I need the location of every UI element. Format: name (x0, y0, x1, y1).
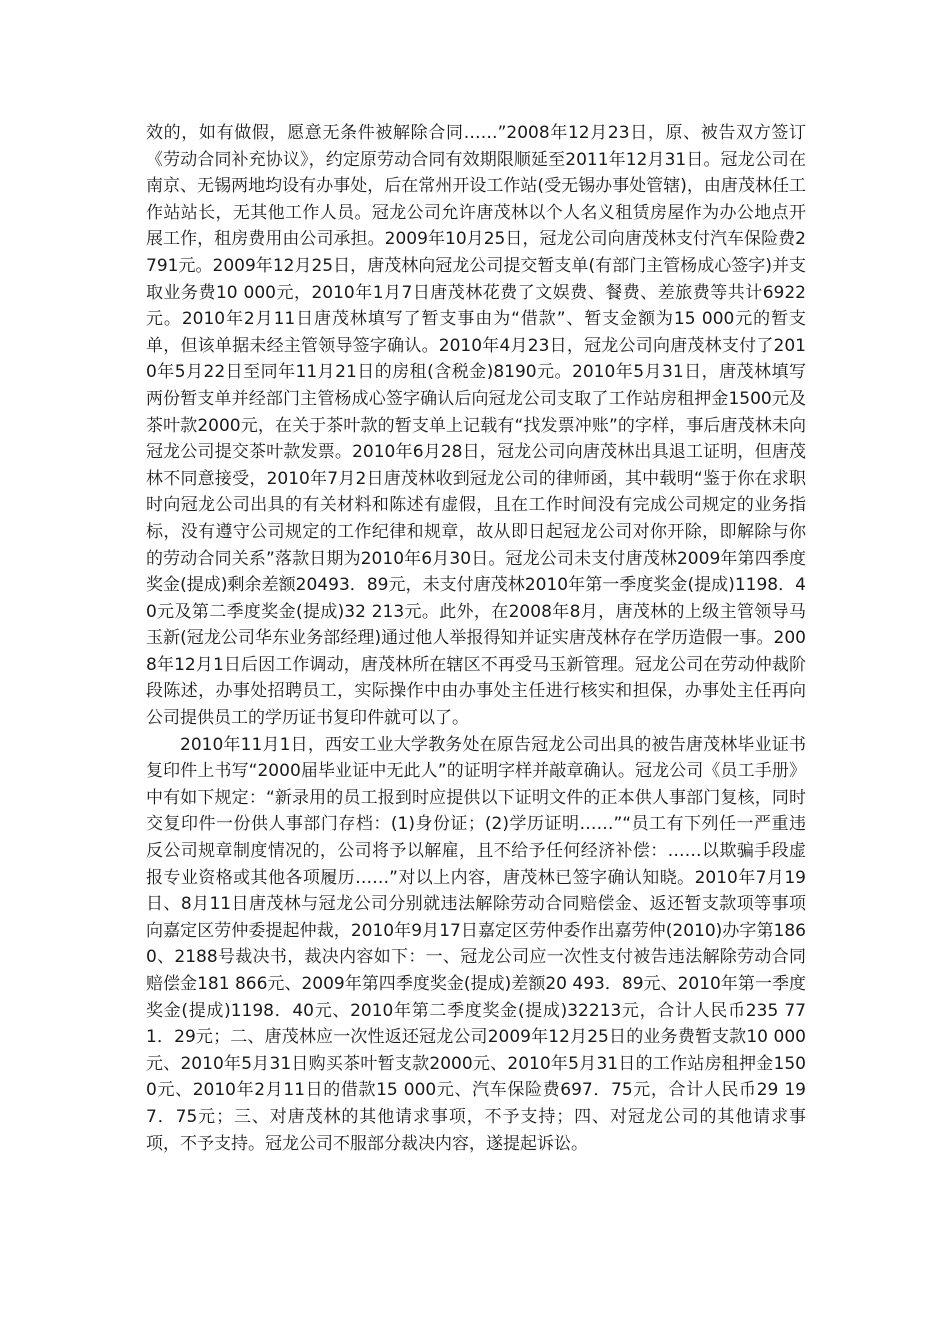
paragraph-2: 2010年11月1日，西安工业大学教务处在原告冠龙公司出具的被告唐茂林毕业证书复印件上书写“2000届毕业证中无此人”的证明字样并敲章确认。冠龙公司《员工手册》中有如下规定：“新录用的员工报到时应提供以下证明文件的正本供人事部门复核，同时交复印件一份供人事部门存档：(1)身份证；(2)学历证明……”“员工有下列任一严重违反公司规章制度情况的，公司将予以解雇，且不给予任何经济补偿：……以欺骗手段虚报专业资格或其他各项履历……”对以上内容，唐茂林已签字确认知晓。2010年7月19日、8月11日唐茂林与冠龙公司分别就违法解除劳动合同赔偿金、返还暂支款项等事项向嘉定区劳仲委提起仲裁，2010年9月17日嘉定区劳仲委作出嘉劳仲(2010)办字第1860、2188号裁决书，裁决内容如下：一、冠龙公司应一次性支付被告违法解除劳动合同赔偿金181 866元、2009年第四季度奖金(提成)差额20 493．89元、2010年第一季度奖金(提成)1198．40元、2010年第二季度奖金(提成)32213元，合计人民币235 771．29元；二、唐茂林应一次性返还冠龙公司2009年12月25日的业务费暂支款10 000元、2010年5月31日购买茶叶暂支款2000元、2010年5月31日的工作站房租押金1500元、2010年2月11日的借款15 000元、汽车保险费697．75元，合计人民币29 197．75元；三、对唐茂林的其他请求事项，不予支持；四、对冠龙公司的其他请求事项，不予支持。冠龙公司不服部分裁决内容，遂提起诉讼。 (146, 734, 806, 1154)
document-body (146, 120, 806, 1157)
paragraph-1: 效的，如有做假，愿意无条件被解除合同……”2008年12月23日，原、被告双方签订《劳动合同补充协议》，约定原劳动合同有效期限顺延至2011年12月31日。冠龙公司在南京、无锡两地均设有办事处，后在常州开设工作站(受无锡办事处管辖)，由唐茂林任工作站站长，无其他工作人员。冠龙公司允许唐茂林以个人名义租赁房屋作为办公地点开展工作，租房费用由公司承担。2009年10月25日，冠龙公司向唐茂林支付汽车保险费2791元。2009年12月25日，唐茂林向冠龙公司提交暂支单(有部门主管杨成心签字)并支取业务费10 000元，2010年1月7日唐茂林花费了文娱费、餐费、差旅费等共计6922元。2010年2月11日唐茂林填写了暂支事由为“借款”、暂支金额为15 000元的暂支单，但该单据未经主管领导签字确认。2010年4月23日，冠龙公司向唐茂林支付了2010年5月22日至同年11月21日的房租(含税金)8190元。2010年5月31日，唐茂林填写两份暂支单并经部门主管杨成心签字确认后向冠龙公司支取了工作站房租押金1500元及茶叶款2000元，在关于茶叶款的暂支单上记载有“找发票冲账”的字样，事后唐茂林未向冠龙公司提交茶叶款发票。2010年6月28日，冠龙公司向唐茂林出具退工证明，但唐茂林不同意接受，2010年7月2日唐茂林收到冠龙公司的律师函，其中载明“鉴于你在求职时向冠龙公司出具的有关材料和陈述有虚假，且在工作时间没有完成公司规定的业务指标，没有遵守公司规定的工作纪律和规章，故从即日起冠龙公司对你开除，即解除与你的劳动合同关系”落款日期为2010年6月30日。冠龙公司未支付唐茂林2009年第四季度奖金(提成)剩余差额20493．89元，未支付唐茂林2010年第一季度奖金(提成)1198．40元及第二季度奖金(提成)32 213元。此外，在2008年8月，唐茂林的上级主管领导马玉新(冠龙公司华东业务部经理)通过他人举报得知并证实唐茂林存在学历造假一事。2008年12月1日后因工作调动，唐茂林所在辖区不再受马玉新管理。冠龙公司在劳动仲裁阶段陈述，办事处招聘员工，实际操作中由办事处主任进行核实和担保，办事处主任再向公司提供员工的学历证书复印件就可以了。 (146, 123, 806, 729)
